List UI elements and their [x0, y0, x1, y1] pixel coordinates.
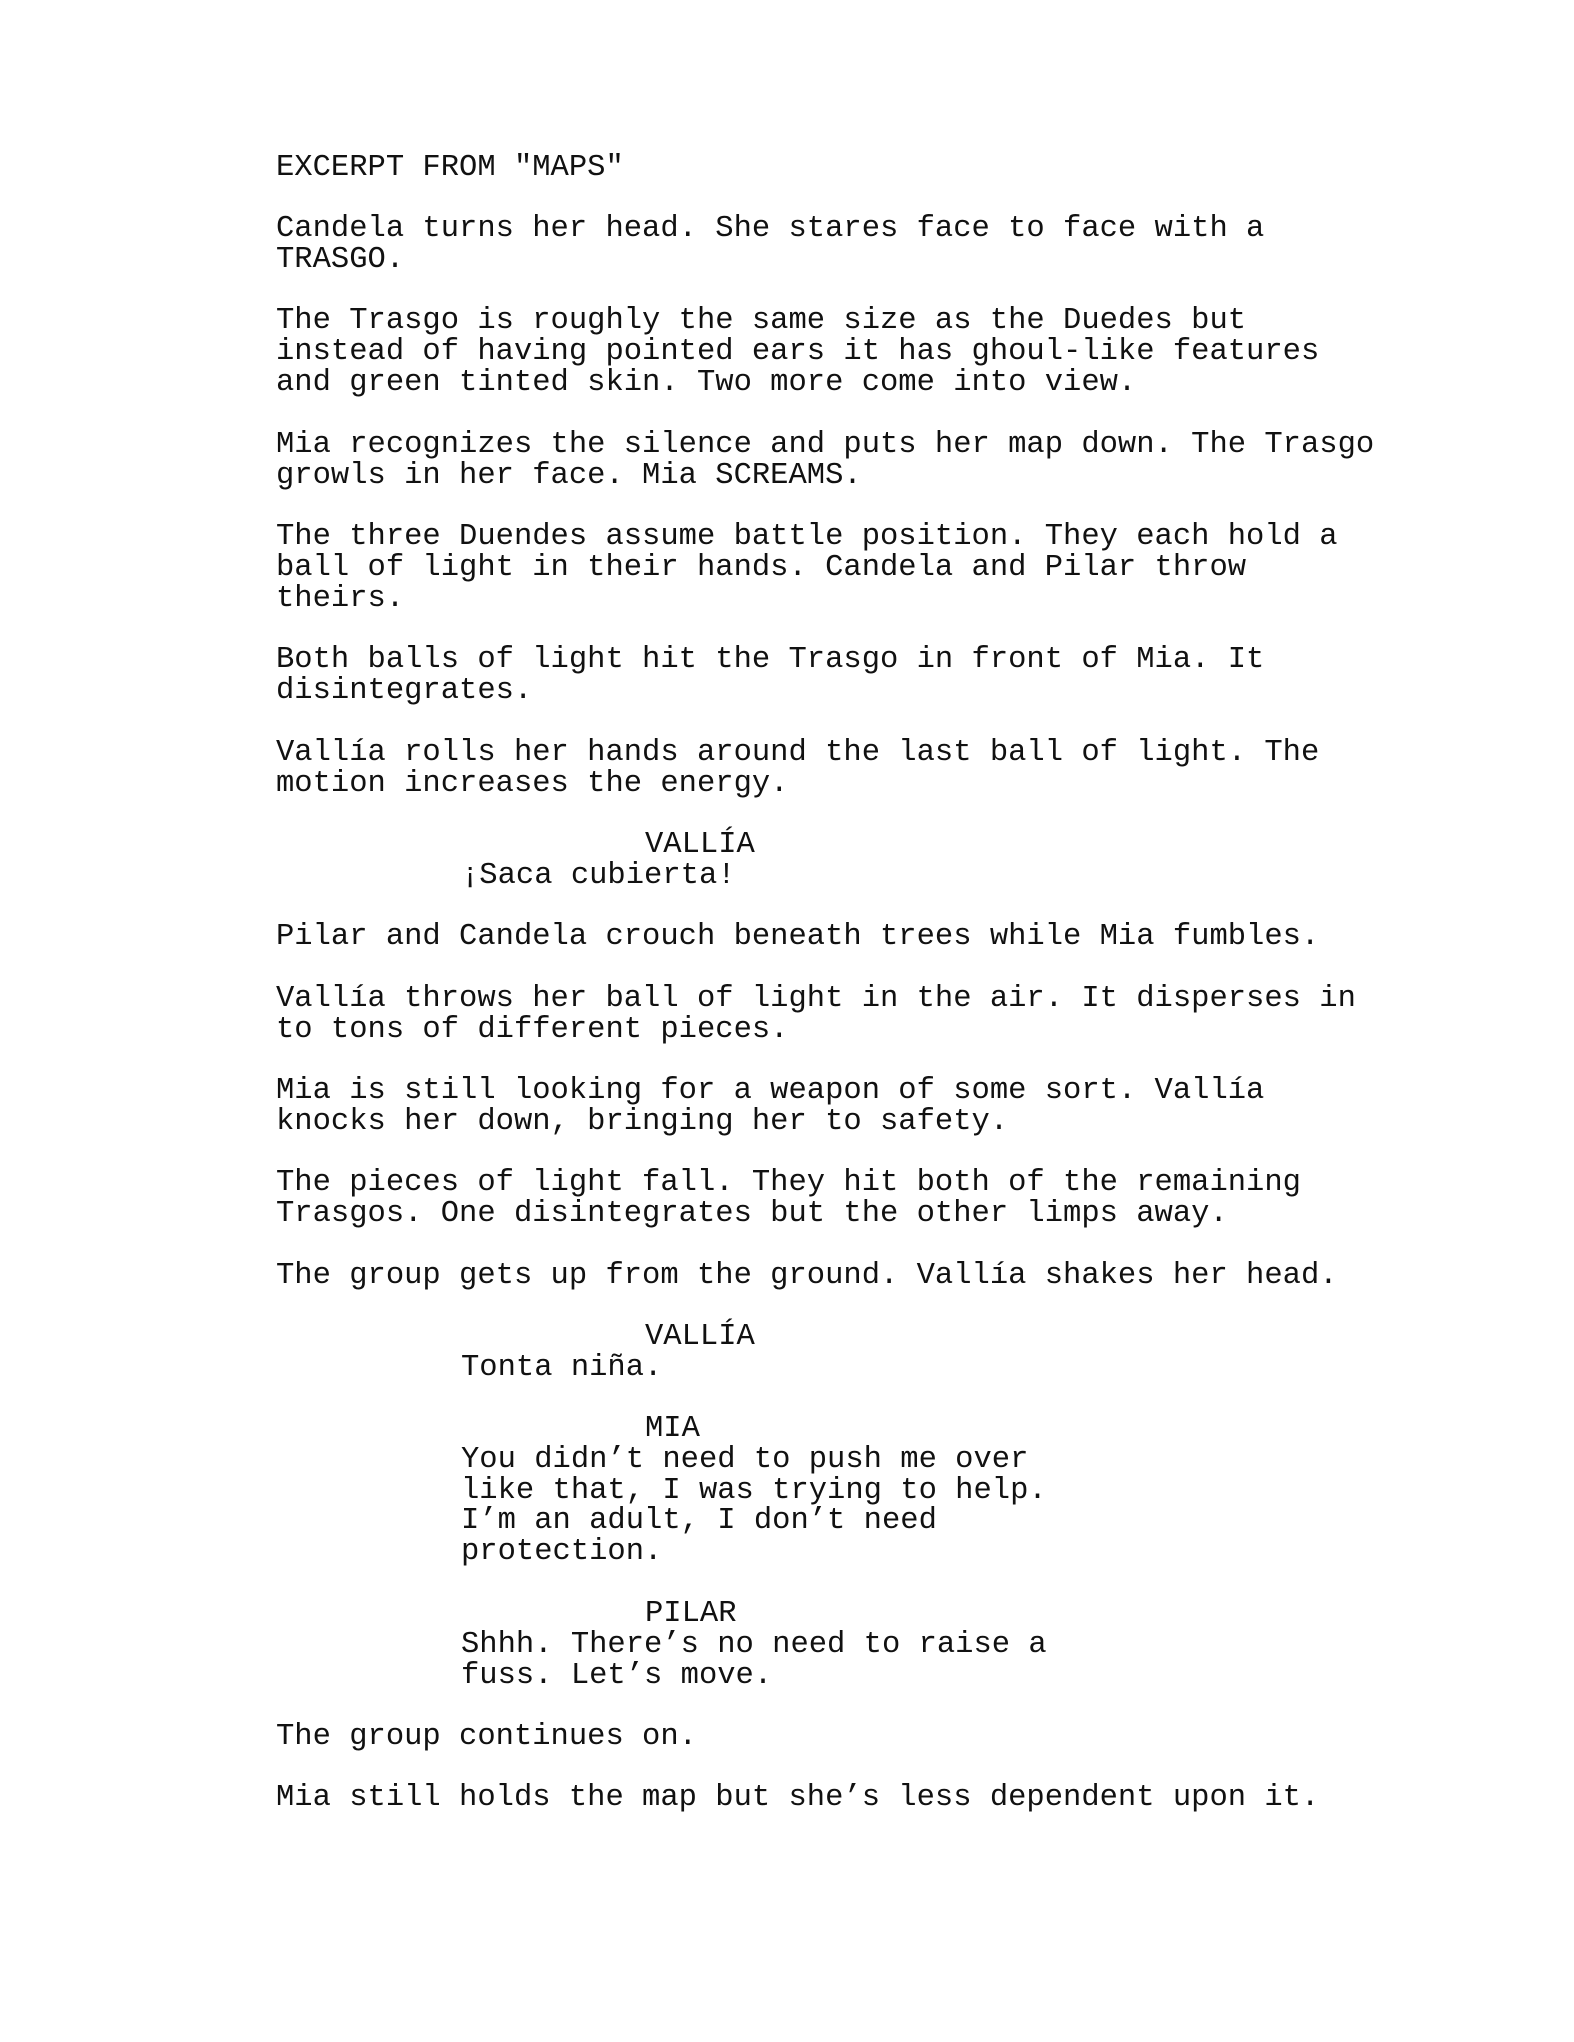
character-name: VALLÍA — [645, 1320, 755, 1354]
action-line: Trasgos. One disintegrates but the other limps away. — [276, 1197, 1228, 1231]
character-name: VALLÍA — [645, 828, 755, 862]
action-line: motion increases the energy. — [276, 767, 789, 801]
action-line: Both balls of light hit the Trasgo in front of Mia. It — [276, 643, 1265, 677]
dialogue-line: I’m an adult, I don’t need — [461, 1504, 937, 1538]
dialogue-line: protection. — [461, 1535, 663, 1569]
dialogue-line: Shhh. There’s no need to raise a — [461, 1628, 1047, 1662]
character-name: MIA — [645, 1412, 700, 1446]
action-line: to tons of different pieces. — [276, 1013, 789, 1047]
action-line: The group continues on. — [276, 1720, 697, 1754]
action-line: instead of having pointed ears it has ghoul-like features — [276, 335, 1320, 369]
action-line: The three Duendes assume battle position. They each hold a — [276, 520, 1338, 554]
action-line: and green tinted skin. Two more come into view. — [276, 366, 1137, 400]
character-name: PILAR — [645, 1597, 737, 1631]
dialogue-line: fuss. Let’s move. — [461, 1659, 773, 1693]
action-line: Mia still holds the map but she’s less dependent upon it. — [276, 1781, 1320, 1815]
dialogue-line: Tonta niña. — [461, 1351, 663, 1385]
action-line: theirs. — [276, 582, 405, 616]
dialogue-line: ¡Saca cubierta! — [461, 859, 736, 893]
action-line: The group gets up from the ground. Vallía shakes her head. — [276, 1259, 1338, 1293]
dialogue-line: You didn’t need to push me over — [461, 1443, 1029, 1477]
action-line: The Trasgo is roughly the same size as the Duedes but — [276, 304, 1247, 338]
action-line: disintegrates. — [276, 674, 533, 708]
action-line: Candela turns her head. She stares face to face with a — [276, 212, 1265, 246]
action-line: Mia is still looking for a weapon of some sort. Vallía — [276, 1074, 1265, 1108]
dialogue-line: like that, I was trying to help. — [461, 1474, 1047, 1508]
action-line: Vallía throws her ball of light in the air. It disperses in — [276, 982, 1356, 1016]
document-title: EXCERPT FROM "MAPS" — [276, 151, 624, 185]
action-line: The pieces of light fall. They hit both of the remaining — [276, 1166, 1301, 1200]
action-line: knocks her down, bringing her to safety. — [276, 1105, 1009, 1139]
action-line: ball of light in their hands. Candela and Pilar throw — [276, 551, 1247, 585]
action-line: Mia recognizes the silence and puts her map down. The Trasgo — [276, 428, 1375, 462]
action-line: TRASGO. — [276, 243, 405, 277]
action-line: Vallía rolls her hands around the last ball of light. The — [276, 736, 1320, 770]
action-line: growls in her face. Mia SCREAMS. — [276, 459, 862, 493]
action-line: Pilar and Candela crouch beneath trees while Mia fumbles. — [276, 920, 1320, 954]
